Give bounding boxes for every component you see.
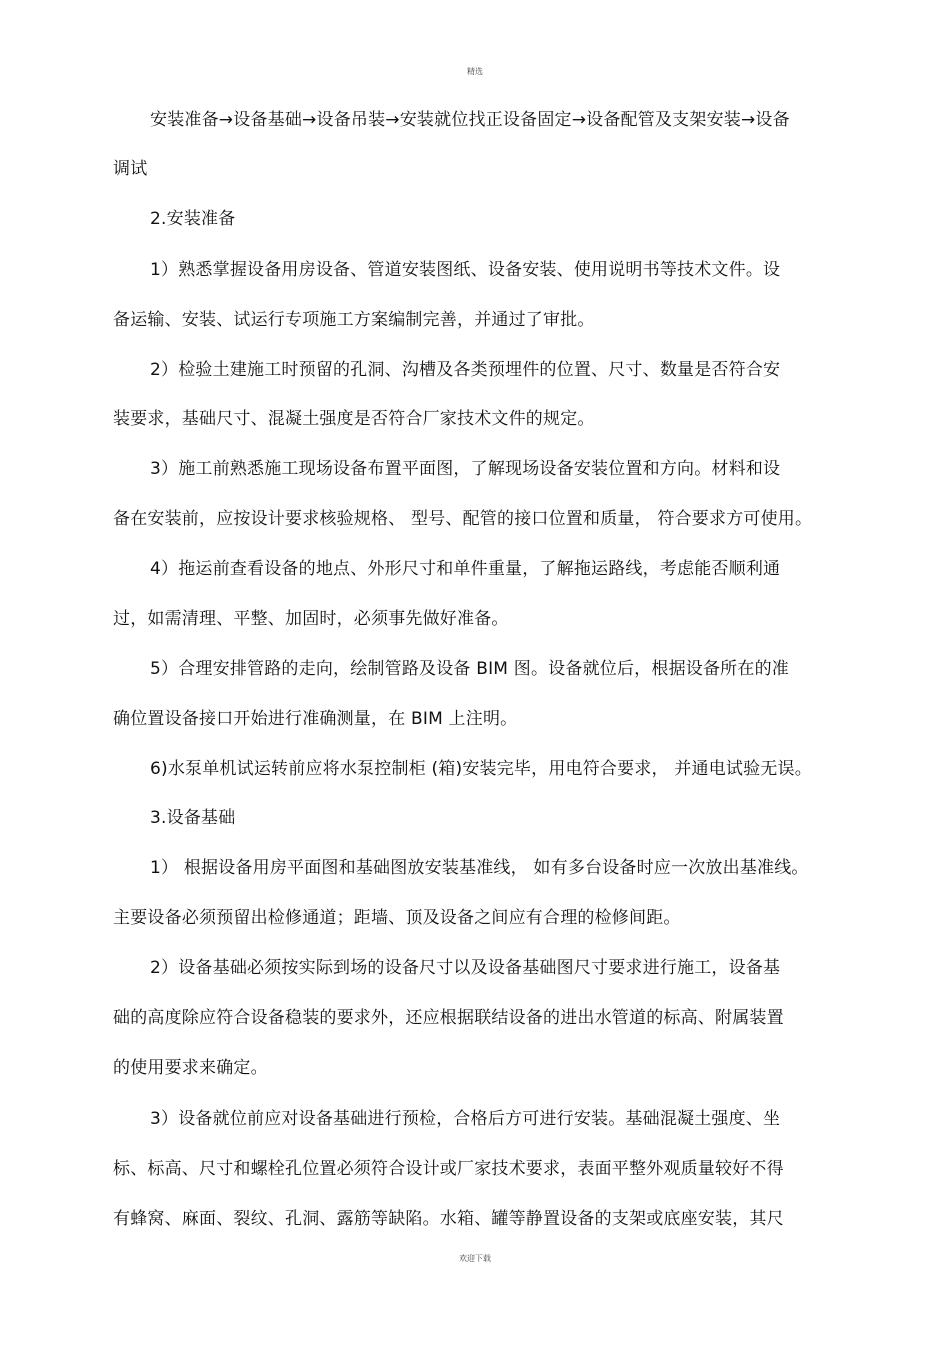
text-line: 的使用要求来确定。 bbox=[113, 1058, 268, 1078]
text-line: 6)水泵单机试运转前应将水泵控制柜 (箱)安装完毕，用电符合要求， 并通电试验无误。 bbox=[150, 759, 812, 779]
section-heading: 3.设备基础 bbox=[150, 808, 236, 828]
text-line: 础的高度除应符合设备稳装的要求外，还应根据联结设备的进出水管道的标高、附属装置 bbox=[113, 1008, 784, 1028]
text-line: 主要设备必须预留出检修通道；距墙、顶及设备之间应有合理的检修间距。 bbox=[113, 908, 681, 928]
text-line: 确位置设备接口开始进行准确测量，在 BIM 上注明。 bbox=[113, 709, 518, 729]
section-heading: 2.安装准备 bbox=[150, 209, 236, 229]
text-line: 有蜂窝、麻面、裂纹、孔洞、露筋等缺陷。水箱、罐等静置设备的支架或底座安装，其尺 bbox=[113, 1209, 784, 1229]
text-line: 2）检验土建施工时预留的孔洞、沟槽及各类预埋件的位置、尺寸、数量是否符合安 bbox=[150, 360, 781, 380]
page-header-mark: 精选 bbox=[467, 67, 483, 76]
text-line: 备在安装前，应按设计要求核验规格、 型号、配管的接口位置和质量， 符合要求方可使用。 bbox=[113, 509, 813, 529]
text-line: 装要求，基础尺寸、混凝土强度是否符合厂家技术文件的规定。 bbox=[113, 409, 595, 429]
text-line: 4）拖运前查看设备的地点、外形尺寸和单件重量，了解拖运路线，考虑能否顺利通 bbox=[150, 559, 781, 579]
text-line: 调试 bbox=[113, 159, 148, 179]
text-line: 3）施工前熟悉施工现场设备布置平面图，了解现场设备安装位置和方向。材料和设 bbox=[150, 459, 781, 479]
text-line: 标、标高、尺寸和螺栓孔位置必须符合设计或厂家技术要求，表面平整外观质量较好不得 bbox=[113, 1159, 784, 1179]
page-footer-mark: 欢迎下载 bbox=[459, 1254, 491, 1263]
text-line: 过，如需清理、平整、加固时，必须事先做好准备。 bbox=[113, 609, 509, 629]
text-line: 2）设备基础必须按实际到场的设备尺寸以及设备基础图尺寸要求进行施工，设备基 bbox=[150, 958, 781, 978]
text-line: 3）设备就位前应对设备基础进行预检，合格后方可进行安装。基础混凝土强度、坐 bbox=[150, 1109, 781, 1129]
text-line: 备运输、安装、试运行专项施工方案编制完善，并通过了审批。 bbox=[113, 310, 595, 330]
text-line: 1） 根据设备用房平面图和基础图放安装基准线， 如有多台设备时应一次放出基准线。 bbox=[150, 858, 809, 878]
text-line: 5）合理安排管路的走向，绘制管路及设备 BIM 图。设备就位后，根据设备所在的准 bbox=[150, 659, 789, 679]
text-line: 安装准备→设备基础→设备吊装→安装就位找正设备固定→设备配管及支架安装→设备 bbox=[150, 110, 790, 130]
text-line: 1）熟悉掌握设备用房设备、管道安装图纸、设备安装、使用说明书等技术文件。设 bbox=[150, 260, 781, 280]
